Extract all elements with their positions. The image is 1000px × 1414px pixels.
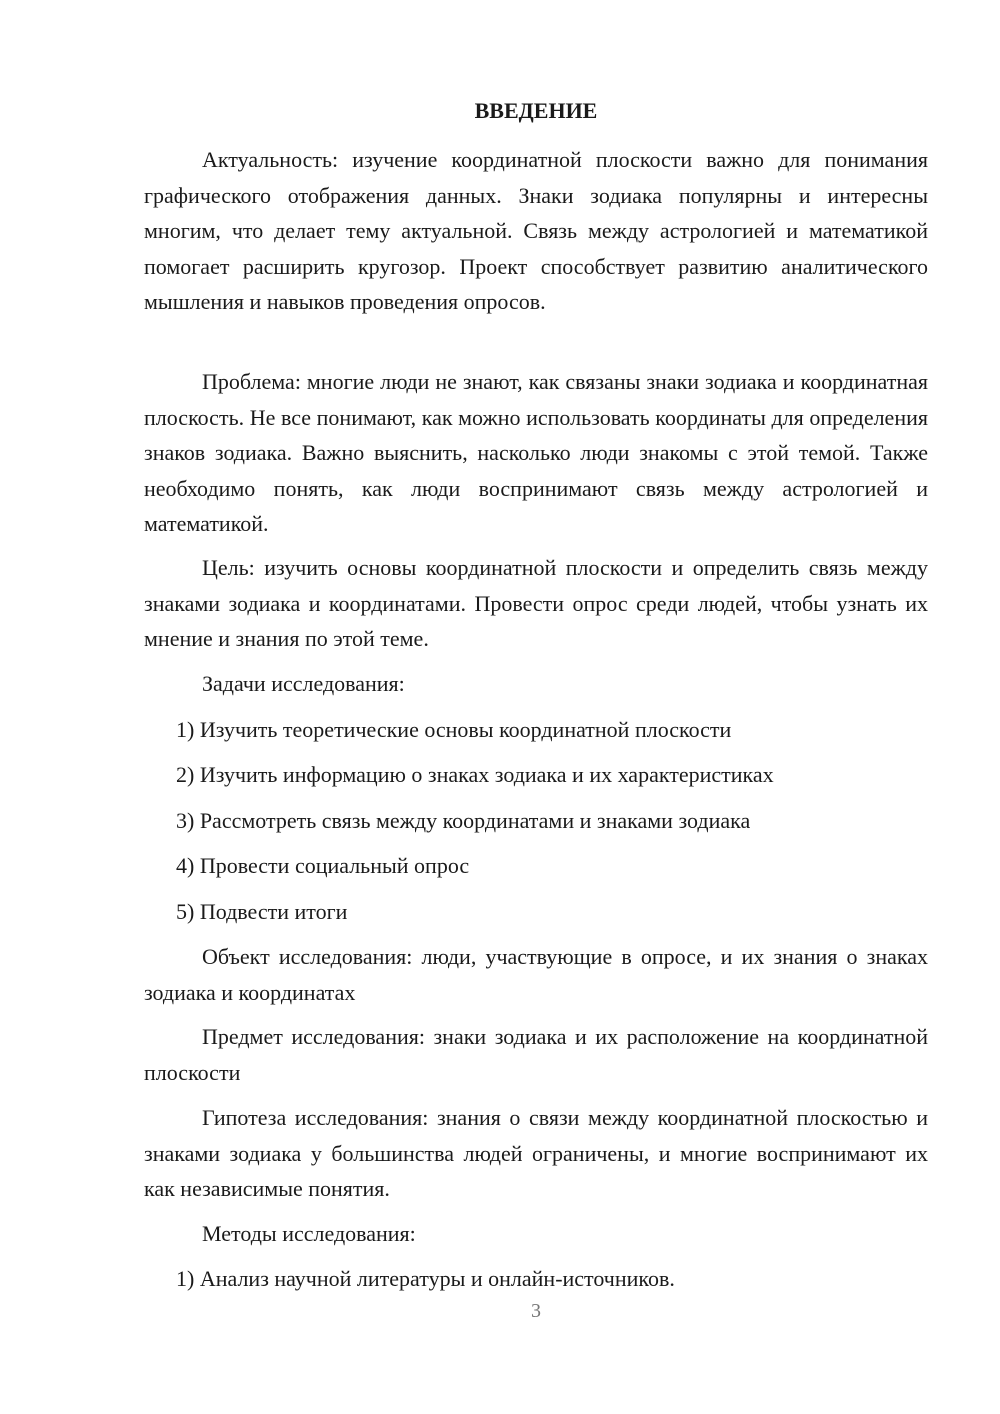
method-item-1: 1) Анализ научной литературы и онлайн-источников. — [176, 1266, 675, 1291]
paragraph-object: Объект исследования: люди, участвующие в опросе, и их знания о знаках зодиака и координатах — [144, 944, 928, 1005]
paragraph-problem: Проблема: многие люди не знают, как связаны знаки зодиака и координатная плоскость. Не все понимают, как можно использовать координаты для определения знаков зодиака. Важно выяснить, насколько люди знакомы с этой темой. Также необходимо понять, как люди воспринимают связь между астрологией и математикой. — [144, 369, 928, 536]
task-item-4: 4) Провести социальный опрос — [176, 853, 470, 878]
paragraph-relevance: Актуальность: изучение координатной плоскости важно для понимания графического отображения данных. Знаки зодиака популярны и интересны многим, что делает тему актуальной. Связь между астрологией и математикой помогает расширить кругозор. Проект способствует развитию аналитического мышления и навыков проведения опросов. — [144, 147, 928, 314]
tasks-heading: Задачи исследования: — [202, 671, 405, 696]
task-item-2: 2) Изучить информацию о знаках зодиака и их характеристиках — [176, 762, 774, 787]
paragraph-subject: Предмет исследования: знаки зодиака и их расположение на координатной плоскости — [144, 1024, 928, 1085]
methods-heading: Методы исследования: — [202, 1221, 416, 1246]
task-item-5: 5) Подвести итоги — [176, 899, 348, 924]
task-item-1: 1) Изучить теоретические основы координатной плоскости — [176, 717, 732, 742]
paragraph-goal: Цель: изучить основы координатной плоскости и определить связь между знаками зодиака и координатами. Провести опрос среди людей, чтобы узнать их мнение и знания по этой теме. — [144, 555, 928, 651]
task-item-3: 3) Рассмотреть связь между координатами и знаками зодиака — [176, 808, 751, 833]
page-number: 3 — [531, 1300, 541, 1322]
paragraph-hypothesis: Гипотеза исследования: знания о связи между координатной плоскостью и знаками зодиака у большинства людей ограничены, и многие воспринимают их как независимые понятия. — [144, 1105, 928, 1201]
document-title: ВВЕДЕНИЕ — [474, 98, 598, 123]
